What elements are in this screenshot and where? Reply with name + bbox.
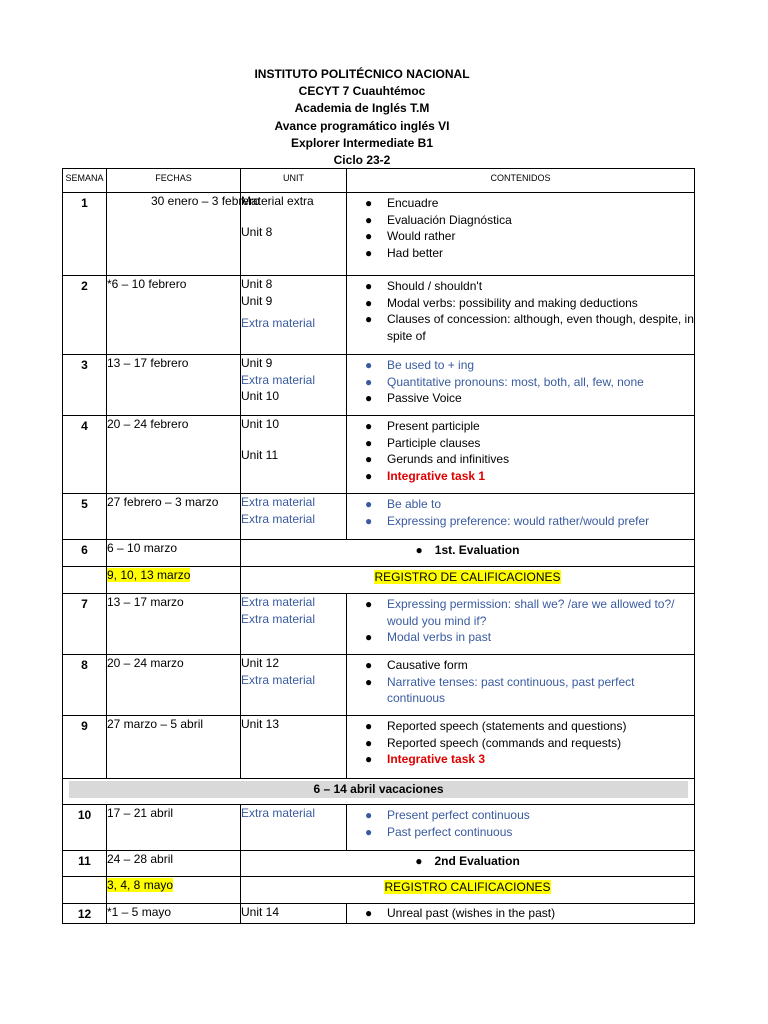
bullet-icon: ● xyxy=(365,212,373,227)
week-number: 8 xyxy=(63,655,107,716)
bullet-icon: ● xyxy=(365,312,373,326)
header-book: Explorer Intermediate B1 xyxy=(290,135,434,150)
vacation-cell xyxy=(63,779,695,805)
content-item xyxy=(347,451,694,468)
header-institution: INSTITUTO POLITÉCNICO NACIONAL xyxy=(254,67,470,81)
content-item xyxy=(347,245,694,262)
content-item xyxy=(347,718,694,735)
content-text: Gerunds and infinitives xyxy=(387,452,510,466)
dates-text: 30 enero – 3 febrero xyxy=(151,194,260,208)
unit-label: Extra material xyxy=(241,495,316,509)
content-item xyxy=(347,311,694,344)
table-row xyxy=(63,904,695,924)
week-units xyxy=(241,655,347,716)
content-text: Reported speech (commands and requests) xyxy=(387,735,622,750)
registro-cell xyxy=(241,567,695,594)
dates-text: 20 – 24 febrero xyxy=(107,417,189,431)
content-text: Modal verbs: possibility and making deductions xyxy=(387,295,638,310)
week-contents xyxy=(347,193,695,276)
week-number: 2 xyxy=(63,276,107,355)
week-units xyxy=(241,494,347,540)
week-number: 7 xyxy=(63,594,107,655)
week-contents xyxy=(347,805,695,851)
bullet-icon: ● xyxy=(365,597,373,611)
unit-label: Unit 10 xyxy=(241,417,280,431)
content-item xyxy=(347,735,694,752)
bullet-icon: ● xyxy=(365,735,373,750)
unit-label: Extra material xyxy=(241,316,316,330)
unit-label: Unit 12 xyxy=(241,656,280,670)
week-units xyxy=(241,416,347,494)
bullet-icon: ● xyxy=(365,419,373,433)
week-dates xyxy=(107,716,241,779)
bullet-icon: ● xyxy=(365,279,373,293)
content-item xyxy=(347,228,694,245)
week-number: 11 xyxy=(63,851,107,877)
vacation-row xyxy=(63,779,695,805)
unit-label: Unit 11 xyxy=(241,447,279,462)
week-number: 5 xyxy=(63,494,107,540)
week-units xyxy=(241,594,347,655)
content-text: Past perfect continuous xyxy=(387,824,513,839)
col-unit: UNIT xyxy=(241,169,347,193)
content-item xyxy=(347,807,694,824)
bullet-icon: ● xyxy=(365,513,373,528)
evaluation-label: 2nd Evaluation xyxy=(434,854,520,868)
week-units xyxy=(241,193,347,276)
dates-text: 9, 10, 13 marzo xyxy=(107,568,191,582)
content-text: Participle clauses xyxy=(387,435,481,450)
unit-label: Unit 10 xyxy=(241,389,280,403)
week-dates xyxy=(107,851,241,877)
empty-cell xyxy=(63,567,107,594)
registro-cell xyxy=(241,877,695,904)
table-header-row xyxy=(63,169,695,193)
empty-cell xyxy=(63,877,107,904)
table-row xyxy=(63,193,695,276)
week-contents xyxy=(347,594,695,655)
bullet-icon: ● xyxy=(365,358,373,372)
unit-label: Extra material xyxy=(241,672,316,687)
content-item xyxy=(347,390,694,407)
content-item xyxy=(347,374,694,391)
content-item xyxy=(347,212,694,229)
unit-label: Extra material xyxy=(241,611,316,626)
bullet-icon: ● xyxy=(415,854,423,868)
content-item xyxy=(347,418,694,435)
content-text: Causative form xyxy=(387,658,468,672)
dates-text: *6 – 10 febrero xyxy=(107,277,187,291)
bullet-icon: ● xyxy=(365,630,373,644)
header-program: Avance programático inglés VI xyxy=(274,118,450,133)
header-academy: Academia de Inglés T.M xyxy=(294,101,430,116)
content-text: Narrative tenses: past continuous, past perfect continuous xyxy=(387,674,635,705)
week-contents xyxy=(347,416,695,494)
unit-label: Unit 8 xyxy=(241,224,273,239)
bullet-icon: ● xyxy=(365,808,373,822)
week-units xyxy=(241,276,347,355)
bullet-icon: ● xyxy=(365,452,373,466)
week-number: 6 xyxy=(63,540,107,567)
week-number: 4 xyxy=(63,416,107,494)
registro-label: REGISTRO CALIFICACIONES xyxy=(384,880,551,894)
table-row xyxy=(63,655,695,716)
document-header xyxy=(0,66,724,169)
unit-label: Unit 8 xyxy=(241,277,273,291)
content-item xyxy=(347,629,694,646)
table-row xyxy=(63,716,695,779)
bullet-icon: ● xyxy=(365,824,373,839)
content-item xyxy=(347,751,694,768)
week-number: 3 xyxy=(63,355,107,416)
bullet-icon: ● xyxy=(365,468,373,483)
evaluation-label: 1st. Evaluation xyxy=(434,543,520,557)
table-row xyxy=(63,567,695,594)
dates-text: *1 – 5 mayo xyxy=(107,905,172,919)
content-item xyxy=(347,596,694,629)
content-text: Passive Voice xyxy=(387,391,462,405)
dates-text: 17 – 21 abril xyxy=(107,806,174,820)
content-item xyxy=(347,496,694,513)
col-contenidos: CONTENIDOS xyxy=(347,169,695,193)
content-text: Present perfect continuous xyxy=(387,808,530,822)
bullet-icon: ● xyxy=(415,543,423,557)
unit-label: Unit 14 xyxy=(241,905,280,919)
unit-label: Extra material xyxy=(241,595,316,609)
registro-label: REGISTRO DE CALIFICACIONES xyxy=(374,570,561,584)
dates-text: 27 marzo – 5 abril xyxy=(107,717,204,731)
registro-dates xyxy=(107,567,241,594)
content-item xyxy=(347,824,694,841)
dates-text: 24 – 28 abril xyxy=(107,852,174,866)
content-text: Evaluación Diagnóstica xyxy=(387,212,512,227)
dates-text: 20 – 24 marzo xyxy=(107,656,184,670)
schedule-table xyxy=(62,168,695,924)
unit-label: Extra material xyxy=(241,806,316,820)
dates-text: 3, 4, 8 mayo xyxy=(107,878,174,892)
week-dates xyxy=(107,805,241,851)
bullet-icon: ● xyxy=(365,674,373,689)
week-contents xyxy=(347,355,695,416)
week-dates xyxy=(107,494,241,540)
bullet-icon: ● xyxy=(365,229,373,243)
table-row xyxy=(63,594,695,655)
integrative-task-text: Integrative task 3 xyxy=(387,752,486,766)
content-text: Encuadre xyxy=(387,196,439,210)
week-units xyxy=(241,904,347,924)
week-units xyxy=(241,355,347,416)
content-item xyxy=(347,905,694,922)
dates-text: 13 – 17 febrero xyxy=(107,356,189,370)
bullet-icon: ● xyxy=(365,435,373,450)
week-contents xyxy=(347,655,695,716)
week-contents xyxy=(347,494,695,540)
bullet-icon: ● xyxy=(365,374,373,389)
content-text: Had better xyxy=(387,245,444,260)
week-contents xyxy=(347,716,695,779)
registro-dates xyxy=(107,877,241,904)
col-semana: SEMANA xyxy=(63,169,107,193)
content-text: Unreal past (wishes in the past) xyxy=(387,906,556,920)
week-units xyxy=(241,716,347,779)
content-text: Be able to xyxy=(387,497,442,511)
bullet-icon: ● xyxy=(365,497,373,511)
unit-label: Unit 9 xyxy=(241,356,273,370)
week-number: 10 xyxy=(63,805,107,851)
week-number: 1 xyxy=(63,193,107,276)
bullet-icon: ● xyxy=(365,719,373,733)
table-row xyxy=(63,276,695,355)
unit-label: Material extra xyxy=(241,194,314,208)
bullet-icon: ● xyxy=(365,906,373,920)
content-text: Be used to + ing xyxy=(387,358,475,372)
content-text: Clauses of concession: although, even though, despite, in spite of xyxy=(387,312,694,343)
week-dates xyxy=(107,276,241,355)
week-dates xyxy=(107,594,241,655)
content-text: Reported speech (statements and questions) xyxy=(387,719,627,733)
content-text: Present participle xyxy=(387,419,480,433)
bullet-icon: ● xyxy=(365,391,373,405)
table-row xyxy=(63,805,695,851)
col-fechas: FECHAS xyxy=(107,169,241,193)
vacation-label: 6 – 14 abril vacaciones xyxy=(69,781,688,798)
content-text: Modal verbs in past xyxy=(387,630,492,644)
content-item xyxy=(347,435,694,452)
bullet-icon: ● xyxy=(365,196,373,210)
bullet-icon: ● xyxy=(365,295,373,310)
unit-label: Extra material xyxy=(241,372,316,387)
content-text: Should / shouldn't xyxy=(387,279,483,293)
table-row xyxy=(63,416,695,494)
unit-label: Unit 13 xyxy=(241,717,280,731)
unit-label: Extra material xyxy=(241,511,316,526)
week-dates xyxy=(107,416,241,494)
bullet-icon: ● xyxy=(365,752,373,766)
dates-text: 13 – 17 marzo xyxy=(107,595,184,609)
evaluation-cell xyxy=(241,851,695,877)
dates-text: 6 – 10 marzo xyxy=(107,541,178,555)
week-dates xyxy=(107,540,241,567)
table-row xyxy=(63,355,695,416)
week-units xyxy=(241,805,347,851)
content-text: Expressing permission: shall we? /are we allowed to?/ would you mind if? xyxy=(387,597,675,628)
content-item xyxy=(347,657,694,674)
week-dates xyxy=(107,655,241,716)
table-row xyxy=(63,494,695,540)
week-number: 9 xyxy=(63,716,107,779)
content-item xyxy=(347,468,694,485)
week-dates xyxy=(107,904,241,924)
content-text: Expressing preference: would rather/would prefer xyxy=(387,513,650,528)
content-text: Quantitative pronouns: most, both, all, few, none xyxy=(387,374,644,389)
week-contents xyxy=(347,904,695,924)
content-item xyxy=(347,674,694,707)
table-row xyxy=(63,851,695,877)
content-item xyxy=(347,195,694,212)
bullet-icon: ● xyxy=(365,658,373,672)
header-school: CECYT 7 Cuauhtémoc xyxy=(298,84,426,99)
content-item xyxy=(347,513,694,530)
unit-label: Unit 9 xyxy=(241,293,273,308)
dates-text: 27 febrero – 3 marzo xyxy=(107,495,219,509)
integrative-task-text: Integrative task 1 xyxy=(387,468,486,483)
table-row xyxy=(63,877,695,904)
bullet-icon: ● xyxy=(365,245,373,260)
content-text: Would rather xyxy=(387,229,456,243)
week-contents xyxy=(347,276,695,355)
week-number: 12 xyxy=(63,904,107,924)
content-item xyxy=(347,357,694,374)
table-row xyxy=(63,540,695,567)
header-cycle: Ciclo 23-2 xyxy=(333,153,391,168)
evaluation-cell xyxy=(241,540,695,567)
content-item xyxy=(347,278,694,295)
content-item xyxy=(347,295,694,312)
week-dates xyxy=(107,355,241,416)
